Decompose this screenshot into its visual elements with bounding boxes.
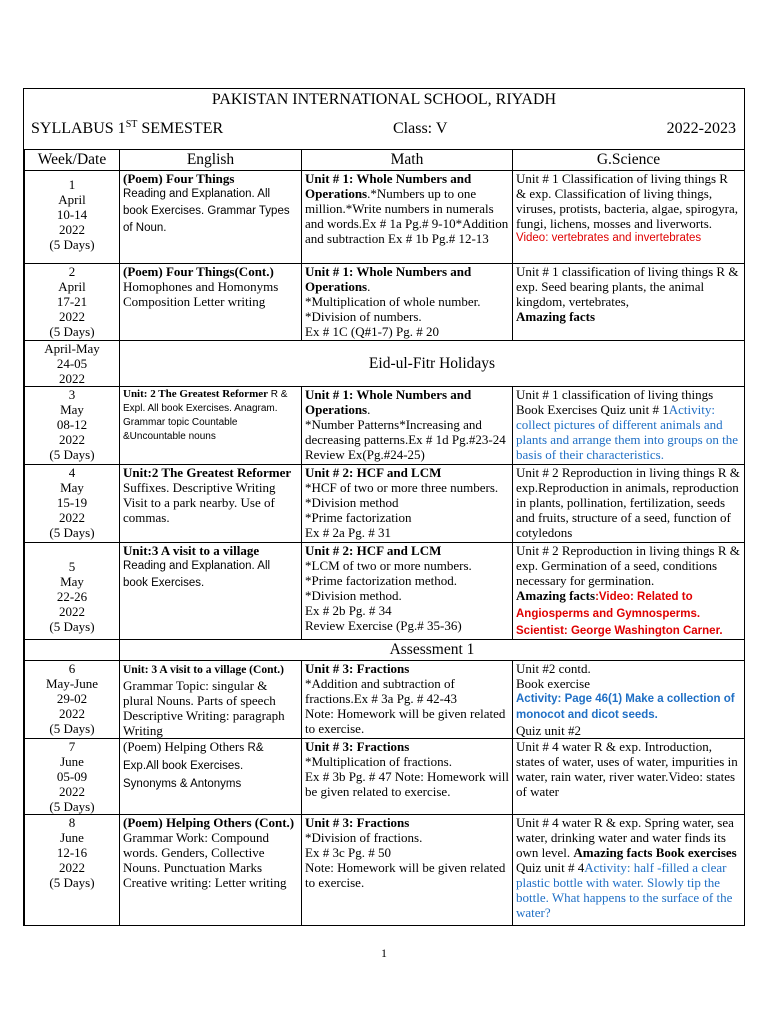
math-line: *Addition and subtraction of fractions.Ex # 3a Pg. # 42-43 <box>305 676 458 706</box>
math-line: *Prime factorization method. <box>305 573 457 588</box>
math-line: Review Exercise (Pg.# 35-36) <box>305 618 462 633</box>
math-title: Unit # 1: Whole Numbers and Operations <box>305 171 472 201</box>
science-cell <box>513 387 745 465</box>
week-duration: (5 Days) <box>49 324 95 339</box>
week-number: 8 <box>68 815 76 830</box>
math-line: Ex # 3c Pg. # 50 <box>305 845 391 860</box>
syllabus-header-line <box>31 120 736 142</box>
english-title: Unit: 3 A visit to a village (Cont.) <box>123 664 284 676</box>
week-month: June <box>60 754 84 769</box>
week-year: 2022 <box>59 784 85 799</box>
week-duration: (5 Days) <box>49 721 95 736</box>
week-number: 2 <box>68 264 76 279</box>
math-line: *Prime factorization <box>305 510 412 525</box>
math-cell <box>302 739 513 815</box>
week-date-cell <box>25 387 120 465</box>
english-cell <box>120 739 302 815</box>
class-label: Class: V <box>393 120 448 137</box>
math-title: Unit # 3: Fractions <box>305 815 410 830</box>
week-days: 10-14 <box>56 207 88 222</box>
week-date-cell-empty <box>25 640 120 661</box>
english-title: Unit:2 The Greatest Reformer <box>123 465 292 480</box>
science-line: Book exercise <box>516 676 591 691</box>
week-number: 7 <box>68 739 76 754</box>
science-body: Unit # 1 Classification of living things R & exp. Classification of living things, viruses, protists, bacteria, algae, spirogyra, fungi, lichens, mosses and liverworts. <box>516 171 739 231</box>
col-english: English <box>120 150 302 171</box>
english-body: Suffixes. Descriptive Writing Visit to a park nearby. Use of commas. <box>123 480 276 525</box>
school-name: PAKISTAN INTERNATIONAL SCHOOL, RIYADH <box>211 91 557 108</box>
math-line: Ex # 1C (Q#1-7) Pg. # 20 <box>305 324 439 339</box>
week-number: 6 <box>68 661 76 676</box>
math-cell <box>302 465 513 543</box>
week-date-cell <box>25 264 120 341</box>
holiday-label: Eid-ul-Fitr Holidays <box>120 341 745 387</box>
english-cell <box>120 171 302 264</box>
table-row <box>25 465 745 543</box>
science-video: :Video: Related to Angiosperms and Gymnosperms. Scientist: George Washington Carner. <box>516 591 723 637</box>
week-month: May <box>60 402 84 417</box>
holiday-months: April-May <box>44 341 100 356</box>
syllabus-sup: ST <box>125 119 138 130</box>
week-days: 15-19 <box>56 495 88 510</box>
science-body: Unit # 2 Reproduction in living things R & exp.Reproduction in animals, reproduction in plants, pollination, fertilization, seeds and fruits, structure of a seed, function of cotyledons <box>516 465 740 540</box>
table-row-assessment <box>25 640 745 661</box>
science-line: Unit #2 contd. <box>516 661 591 676</box>
week-month: May-June <box>46 676 98 691</box>
math-line: Note: Homework will be given related to exercise. <box>305 860 506 890</box>
math-title: Unit # 1: Whole Numbers and Operations <box>305 264 472 294</box>
english-body: Reading and Explanation. All book Exercises. <box>123 560 271 589</box>
math-line: *Division of numbers. <box>305 309 422 324</box>
week-date-cell <box>25 661 120 739</box>
science-quiz: Quiz unit # 4 <box>516 860 585 875</box>
math-line: *Number Patterns*Increasing and decreasing patterns.Ex # 1d Pg.#23-24 Review Ex(Pg.#24-25) <box>305 417 506 462</box>
math-title: Unit # 2: HCF and LCM <box>305 465 442 480</box>
table-row <box>25 264 745 341</box>
week-date-cell <box>25 739 120 815</box>
week-year: 2022 <box>59 309 85 324</box>
week-duration: (5 Days) <box>49 237 95 252</box>
week-date-cell <box>25 465 120 543</box>
week-days: 17-21 <box>56 294 88 309</box>
science-cell <box>513 739 745 815</box>
math-title: Unit # 1: Whole Numbers and Operations <box>305 387 472 417</box>
english-body: Homophones and Homonyms <box>123 279 279 294</box>
week-number: 5 <box>68 559 76 574</box>
science-amazing-facts: Amazing facts Book exercises <box>573 845 737 860</box>
science-body: Unit # 1 classification of living things R & exp. Seed bearing plants, the animal kingdom, vertebrates, <box>516 264 739 309</box>
english-title: (Poem) Helping Others <box>123 739 245 754</box>
week-year: 2022 <box>59 510 85 525</box>
week-year: 2022 <box>59 706 85 721</box>
table-row <box>25 387 745 465</box>
science-activity: Activity: collect pictures of different animals and plants and arrange them into groups on the basis of their characteristics. <box>516 402 739 462</box>
math-title: Unit # 3: Fractions <box>305 661 410 676</box>
week-date-cell <box>25 543 120 640</box>
science-cell <box>513 815 745 926</box>
english-body: Reading and Explanation. All book Exercises. Grammar Types of Noun. <box>123 188 290 234</box>
math-line: *LCM of two or more numbers. <box>305 558 472 573</box>
science-line: Quiz unit #2 <box>516 723 581 738</box>
col-science: G.Science <box>513 150 745 171</box>
week-duration: (5 Days) <box>49 875 95 890</box>
syllabus-suffix: SEMESTER <box>137 120 224 137</box>
week-number: 3 <box>68 387 76 402</box>
week-number: 4 <box>68 465 76 480</box>
week-month: June <box>60 830 84 845</box>
math-line: Ex # 2a Pg. # 31 <box>305 525 391 540</box>
math-line: Ex # 2b Pg. # 34 <box>305 603 392 618</box>
syllabus-table <box>24 149 745 926</box>
english-body: Grammar Work: Compound words. Genders, Collective Nouns. Punctuation Marks Creative writing: Letter writing <box>123 830 287 890</box>
col-math: Math <box>302 150 513 171</box>
table-row <box>25 543 745 640</box>
science-body: Unit # 2 Reproduction in living things R & exp. Germination of a seed, conditions necessary for germination. <box>516 543 740 588</box>
math-title: Unit # 3: Fractions <box>305 739 410 754</box>
english-body: R& Exp.All book Exercises. Synonyms & Antonyms <box>123 742 264 790</box>
math-body: . <box>367 279 371 294</box>
english-title: Unit: 2 The Greatest Reformer <box>123 388 268 400</box>
english-body-2: Composition Letter writing <box>123 294 266 309</box>
week-year: 2022 <box>59 432 85 447</box>
week-month: April <box>58 192 86 207</box>
week-month: April <box>58 279 86 294</box>
math-title: Unit # 2: HCF and LCM <box>305 543 442 558</box>
math-line: Ex # 3b Pg. # 47 Note: Homework will be given related to exercise. <box>305 769 510 799</box>
math-body: .*Numbers up to one million.*Write numbers in numerals and words.Ex # 1a Pg.# 9-10*Addition and subtraction Ex # 1b Pg.# 12-13 <box>305 186 509 246</box>
english-cell <box>120 543 302 640</box>
science-video: Video: vertebrates and invertebrates <box>516 232 702 244</box>
english-cell <box>120 465 302 543</box>
english-cell <box>120 264 302 341</box>
english-body: R & Expl. All book Exercises. Anagram. Grammar topic Countable &Uncountable nouns <box>123 389 288 442</box>
week-days: 22-26 <box>56 589 88 604</box>
week-duration: (5 Days) <box>49 447 95 462</box>
week-date-cell <box>25 171 120 264</box>
science-cell <box>513 543 745 640</box>
week-year: 2022 <box>59 604 85 619</box>
math-line: Note: Homework will be given related to exercise. <box>305 706 506 736</box>
science-activity: Activity: half -filled a clear plastic bottle with water. Slowly tip the bottle. What happens to the surface of the water? <box>516 860 733 920</box>
week-month: May <box>60 574 84 589</box>
english-cell <box>120 815 302 926</box>
page-number: 1 <box>381 946 387 960</box>
science-activity: Activity: Page 46(1) Make a collection of monocot and dicot seeds. <box>516 693 735 721</box>
science-body: Unit # 4 water R & exp. Introduction, states of water, uses of water, impurities in water, rain water, river water.Video: states of water <box>516 739 738 799</box>
english-body: Grammar Topic: singular & plural Nouns. Parts of speech Descriptive Writing: paragraph Writing <box>123 678 285 738</box>
table-header-row <box>25 150 745 171</box>
syllabus-prefix: SYLLABUS 1 <box>31 120 126 137</box>
math-cell <box>302 543 513 640</box>
english-title: (Poem) Four Things <box>123 171 235 186</box>
week-days: 12-16 <box>56 845 88 860</box>
table-row <box>25 171 745 264</box>
math-cell <box>302 171 513 264</box>
science-body: Unit # 4 water R & exp. Spring water, sea water, drinking water and water finds its own level. <box>516 815 734 860</box>
week-duration: (5 Days) <box>49 619 95 634</box>
table-row <box>25 661 745 739</box>
math-line: *HCF of two or more three numbers. *Division method <box>305 480 499 510</box>
science-body: Unit # 1 classification of living things Book Exercises Quiz unit # 1 <box>516 387 714 417</box>
math-line: *Division of fractions. <box>305 830 423 845</box>
math-line: *Division method. <box>305 588 402 603</box>
english-cell <box>120 661 302 739</box>
week-duration: (5 Days) <box>49 525 95 540</box>
week-duration: (5 Days) <box>49 799 95 814</box>
math-cell <box>302 661 513 739</box>
week-days: 29-02 <box>56 691 88 706</box>
math-cell <box>302 264 513 341</box>
english-title: (Poem) Helping Others (Cont.) <box>123 815 295 830</box>
science-cell <box>513 465 745 543</box>
academic-year: 2022-2023 <box>666 120 736 137</box>
week-year: 2022 <box>59 222 85 237</box>
science-cell <box>513 171 745 264</box>
english-title: Unit:3 A visit to a village <box>123 543 260 558</box>
assessment-label: Assessment 1 <box>120 640 745 661</box>
table-row <box>25 739 745 815</box>
math-body: . <box>367 402 371 417</box>
week-year: 2022 <box>59 860 85 875</box>
english-title: (Poem) Four Things(Cont.) <box>123 264 274 279</box>
math-cell <box>302 387 513 465</box>
science-cell <box>513 264 745 341</box>
english-cell <box>120 387 302 465</box>
math-line: *Multiplication of fractions. <box>305 754 452 769</box>
week-days: 08-12 <box>56 417 88 432</box>
week-month: May <box>60 480 84 495</box>
col-week-date: Week/Date <box>25 150 120 171</box>
science-amazing-facts: Amazing facts <box>516 588 596 603</box>
week-date-cell <box>25 341 120 387</box>
math-line: *Multiplication of whole number. <box>305 294 481 309</box>
table-row <box>25 815 745 926</box>
holiday-days: 24-05 <box>56 356 88 371</box>
math-cell <box>302 815 513 926</box>
science-amazing-facts: Amazing facts <box>516 309 596 324</box>
holiday-year: 2022 <box>59 371 85 386</box>
syllabus-frame <box>23 88 745 926</box>
science-cell <box>513 661 745 739</box>
table-row-holiday <box>25 341 745 387</box>
syllabus-title <box>31 120 223 138</box>
week-number: 1 <box>68 177 76 192</box>
week-days: 05-09 <box>56 769 88 784</box>
week-date-cell <box>25 815 120 926</box>
